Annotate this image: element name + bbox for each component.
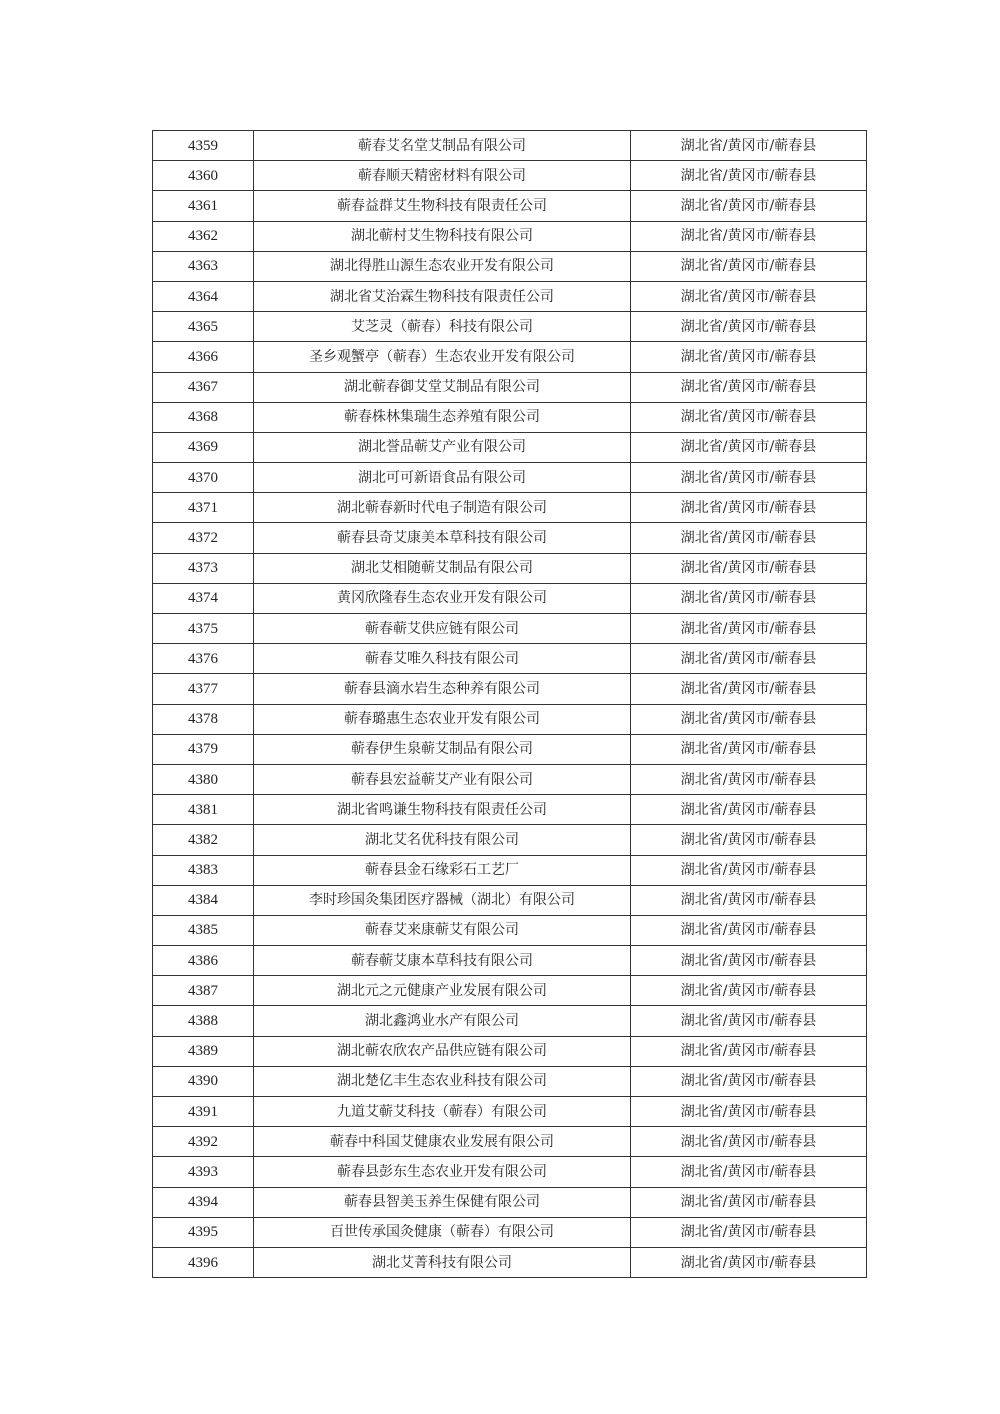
region-cell: 湖北省/黄冈市/蕲春县 bbox=[631, 1247, 867, 1277]
row-number-cell: 4385 bbox=[153, 915, 254, 945]
row-number-cell: 4377 bbox=[153, 674, 254, 704]
row-number-cell: 4382 bbox=[153, 825, 254, 855]
region-cell: 湖北省/黄冈市/蕲春县 bbox=[631, 131, 867, 161]
table-row bbox=[153, 1006, 867, 1036]
row-number-cell: 4376 bbox=[153, 644, 254, 674]
table-row bbox=[153, 855, 867, 885]
company-name-cell: 蕲春县彭东生态农业开发有限公司 bbox=[254, 1157, 631, 1187]
region-cell: 湖北省/黄冈市/蕲春县 bbox=[631, 342, 867, 372]
region-cell: 湖北省/黄冈市/蕲春县 bbox=[631, 281, 867, 311]
table-row bbox=[153, 644, 867, 674]
region-cell: 湖北省/黄冈市/蕲春县 bbox=[631, 734, 867, 764]
company-name-cell: 蕲春株林集瑞生态养殖有限公司 bbox=[254, 402, 631, 432]
table-row bbox=[153, 1217, 867, 1247]
row-number-cell: 4384 bbox=[153, 885, 254, 915]
company-name-cell: 湖北可可新语食品有限公司 bbox=[254, 463, 631, 493]
row-number-cell: 4368 bbox=[153, 402, 254, 432]
region-cell: 湖北省/黄冈市/蕲春县 bbox=[631, 553, 867, 583]
region-cell: 湖北省/黄冈市/蕲春县 bbox=[631, 885, 867, 915]
row-number-cell: 4387 bbox=[153, 976, 254, 1006]
region-cell: 湖北省/黄冈市/蕲春县 bbox=[631, 1127, 867, 1157]
table-row bbox=[153, 1066, 867, 1096]
company-name-cell: 艾芝灵（蕲春）科技有限公司 bbox=[254, 312, 631, 342]
row-number-cell: 4381 bbox=[153, 795, 254, 825]
region-cell: 湖北省/黄冈市/蕲春县 bbox=[631, 523, 867, 553]
company-name-cell: 蕲春艾来康蕲艾有限公司 bbox=[254, 915, 631, 945]
table-row bbox=[153, 915, 867, 945]
region-cell: 湖北省/黄冈市/蕲春县 bbox=[631, 704, 867, 734]
table-row bbox=[153, 1247, 867, 1277]
table-row bbox=[153, 553, 867, 583]
region-cell: 湖北省/黄冈市/蕲春县 bbox=[631, 1036, 867, 1066]
table-row bbox=[153, 493, 867, 523]
row-number-cell: 4380 bbox=[153, 764, 254, 794]
company-name-cell: 蕲春中科国艾健康农业发展有限公司 bbox=[254, 1127, 631, 1157]
company-name-cell: 九道艾蕲艾科技（蕲春）有限公司 bbox=[254, 1097, 631, 1127]
row-number-cell: 4383 bbox=[153, 855, 254, 885]
row-number-cell: 4390 bbox=[153, 1066, 254, 1096]
company-name-cell: 黄冈欣隆春生态农业开发有限公司 bbox=[254, 583, 631, 613]
row-number-cell: 4373 bbox=[153, 553, 254, 583]
row-number-cell: 4360 bbox=[153, 161, 254, 191]
row-number-cell: 4374 bbox=[153, 583, 254, 613]
table-row bbox=[153, 523, 867, 553]
company-name-cell: 湖北元之元健康产业发展有限公司 bbox=[254, 976, 631, 1006]
table-row bbox=[153, 885, 867, 915]
row-number-cell: 4362 bbox=[153, 221, 254, 251]
region-cell: 湖北省/黄冈市/蕲春县 bbox=[631, 614, 867, 644]
region-cell: 湖北省/黄冈市/蕲春县 bbox=[631, 221, 867, 251]
region-cell: 湖北省/黄冈市/蕲春县 bbox=[631, 825, 867, 855]
row-number-cell: 4393 bbox=[153, 1157, 254, 1187]
table-row bbox=[153, 463, 867, 493]
table-row bbox=[153, 312, 867, 342]
row-number-cell: 4375 bbox=[153, 614, 254, 644]
region-cell: 湖北省/黄冈市/蕲春县 bbox=[631, 1006, 867, 1036]
row-number-cell: 4389 bbox=[153, 1036, 254, 1066]
company-name-cell: 蕲春县智美玉养生保健有限公司 bbox=[254, 1187, 631, 1217]
row-number-cell: 4361 bbox=[153, 191, 254, 221]
region-cell: 湖北省/黄冈市/蕲春县 bbox=[631, 1187, 867, 1217]
region-cell: 湖北省/黄冈市/蕲春县 bbox=[631, 946, 867, 976]
table-row bbox=[153, 825, 867, 855]
table-row bbox=[153, 432, 867, 462]
company-name-cell: 蕲春艾名堂艾制品有限公司 bbox=[254, 131, 631, 161]
table-row bbox=[153, 372, 867, 402]
company-name-cell: 湖北蕲春新时代电子制造有限公司 bbox=[254, 493, 631, 523]
table-row bbox=[153, 704, 867, 734]
company-name-cell: 湖北艾名优科技有限公司 bbox=[254, 825, 631, 855]
row-number-cell: 4359 bbox=[153, 131, 254, 161]
region-cell: 湖北省/黄冈市/蕲春县 bbox=[631, 161, 867, 191]
company-name-cell: 李时珍国灸集团医疗器械（湖北）有限公司 bbox=[254, 885, 631, 915]
company-name-cell: 湖北楚亿丰生态农业科技有限公司 bbox=[254, 1066, 631, 1096]
company-name-cell: 蕲春县金石缘彩石工艺厂 bbox=[254, 855, 631, 885]
company-name-cell: 蕲春县奇艾康美本草科技有限公司 bbox=[254, 523, 631, 553]
table-row bbox=[153, 946, 867, 976]
company-name-cell: 湖北誉品蕲艾产业有限公司 bbox=[254, 432, 631, 462]
company-name-cell: 蕲春蕲艾康本草科技有限公司 bbox=[254, 946, 631, 976]
company-name-cell: 蕲春县滴水岩生态种养有限公司 bbox=[254, 674, 631, 704]
company-name-cell: 湖北艾相随蕲艾制品有限公司 bbox=[254, 553, 631, 583]
company-name-cell: 湖北蕲春御艾堂艾制品有限公司 bbox=[254, 372, 631, 402]
company-name-cell: 百世传承国灸健康（蕲春）有限公司 bbox=[254, 1217, 631, 1247]
company-name-cell: 圣乡观蟹亭（蕲春）生态农业开发有限公司 bbox=[254, 342, 631, 372]
company-name-cell: 湖北蕲村艾生物科技有限公司 bbox=[254, 221, 631, 251]
table-body bbox=[153, 131, 867, 1278]
region-cell: 湖北省/黄冈市/蕲春县 bbox=[631, 191, 867, 221]
region-cell: 湖北省/黄冈市/蕲春县 bbox=[631, 976, 867, 1006]
table-row bbox=[153, 976, 867, 1006]
row-number-cell: 4366 bbox=[153, 342, 254, 372]
region-cell: 湖北省/黄冈市/蕲春县 bbox=[631, 1217, 867, 1247]
table-row bbox=[153, 161, 867, 191]
row-number-cell: 4392 bbox=[153, 1127, 254, 1157]
region-cell: 湖北省/黄冈市/蕲春县 bbox=[631, 583, 867, 613]
table-row bbox=[153, 281, 867, 311]
row-number-cell: 4388 bbox=[153, 1006, 254, 1036]
row-number-cell: 4379 bbox=[153, 734, 254, 764]
table-row bbox=[153, 251, 867, 281]
company-name-cell: 蕲春璐惠生态农业开发有限公司 bbox=[254, 704, 631, 734]
table-row bbox=[153, 191, 867, 221]
company-name-cell: 湖北省鸣谦生物科技有限责任公司 bbox=[254, 795, 631, 825]
table-row bbox=[153, 1127, 867, 1157]
region-cell: 湖北省/黄冈市/蕲春县 bbox=[631, 1097, 867, 1127]
company-name-cell: 蕲春县宏益蕲艾产业有限公司 bbox=[254, 764, 631, 794]
table-row bbox=[153, 1036, 867, 1066]
table-row bbox=[153, 342, 867, 372]
table-row bbox=[153, 674, 867, 704]
row-number-cell: 4365 bbox=[153, 312, 254, 342]
table-row bbox=[153, 1157, 867, 1187]
table-row bbox=[153, 131, 867, 161]
region-cell: 湖北省/黄冈市/蕲春县 bbox=[631, 463, 867, 493]
company-name-cell: 湖北鑫鸿业水产有限公司 bbox=[254, 1006, 631, 1036]
region-cell: 湖北省/黄冈市/蕲春县 bbox=[631, 915, 867, 945]
region-cell: 湖北省/黄冈市/蕲春县 bbox=[631, 312, 867, 342]
company-name-cell: 蕲春顺天精密材料有限公司 bbox=[254, 161, 631, 191]
region-cell: 湖北省/黄冈市/蕲春县 bbox=[631, 674, 867, 704]
region-cell: 湖北省/黄冈市/蕲春县 bbox=[631, 432, 867, 462]
company-name-cell: 湖北得胜山源生态农业开发有限公司 bbox=[254, 251, 631, 281]
company-table bbox=[152, 130, 867, 1278]
table-row bbox=[153, 614, 867, 644]
company-name-cell: 蕲春蕲艾供应链有限公司 bbox=[254, 614, 631, 644]
company-name-cell: 湖北艾菁科技有限公司 bbox=[254, 1247, 631, 1277]
region-cell: 湖北省/黄冈市/蕲春县 bbox=[631, 493, 867, 523]
company-name-cell: 湖北省艾治霖生物科技有限责任公司 bbox=[254, 281, 631, 311]
region-cell: 湖北省/黄冈市/蕲春县 bbox=[631, 1066, 867, 1096]
row-number-cell: 4395 bbox=[153, 1217, 254, 1247]
region-cell: 湖北省/黄冈市/蕲春县 bbox=[631, 795, 867, 825]
region-cell: 湖北省/黄冈市/蕲春县 bbox=[631, 372, 867, 402]
region-cell: 湖北省/黄冈市/蕲春县 bbox=[631, 1157, 867, 1187]
row-number-cell: 4396 bbox=[153, 1247, 254, 1277]
table-row bbox=[153, 795, 867, 825]
company-name-cell: 蕲春益群艾生物科技有限责任公司 bbox=[254, 191, 631, 221]
region-cell: 湖北省/黄冈市/蕲春县 bbox=[631, 402, 867, 432]
company-name-cell: 蕲春艾唯久科技有限公司 bbox=[254, 644, 631, 674]
table-row bbox=[153, 734, 867, 764]
row-number-cell: 4391 bbox=[153, 1097, 254, 1127]
company-name-cell: 湖北蕲农欣农产品供应链有限公司 bbox=[254, 1036, 631, 1066]
row-number-cell: 4394 bbox=[153, 1187, 254, 1217]
row-number-cell: 4371 bbox=[153, 493, 254, 523]
region-cell: 湖北省/黄冈市/蕲春县 bbox=[631, 855, 867, 885]
row-number-cell: 4378 bbox=[153, 704, 254, 734]
table-row bbox=[153, 1187, 867, 1217]
row-number-cell: 4364 bbox=[153, 281, 254, 311]
row-number-cell: 4369 bbox=[153, 432, 254, 462]
company-name-cell: 蕲春伊生泉蕲艾制品有限公司 bbox=[254, 734, 631, 764]
region-cell: 湖北省/黄冈市/蕲春县 bbox=[631, 644, 867, 674]
row-number-cell: 4372 bbox=[153, 523, 254, 553]
table-row bbox=[153, 583, 867, 613]
region-cell: 湖北省/黄冈市/蕲春县 bbox=[631, 764, 867, 794]
table-row bbox=[153, 221, 867, 251]
table-row bbox=[153, 764, 867, 794]
row-number-cell: 4370 bbox=[153, 463, 254, 493]
row-number-cell: 4367 bbox=[153, 372, 254, 402]
region-cell: 湖北省/黄冈市/蕲春县 bbox=[631, 251, 867, 281]
row-number-cell: 4386 bbox=[153, 946, 254, 976]
row-number-cell: 4363 bbox=[153, 251, 254, 281]
table-row bbox=[153, 402, 867, 432]
table-row bbox=[153, 1097, 867, 1127]
